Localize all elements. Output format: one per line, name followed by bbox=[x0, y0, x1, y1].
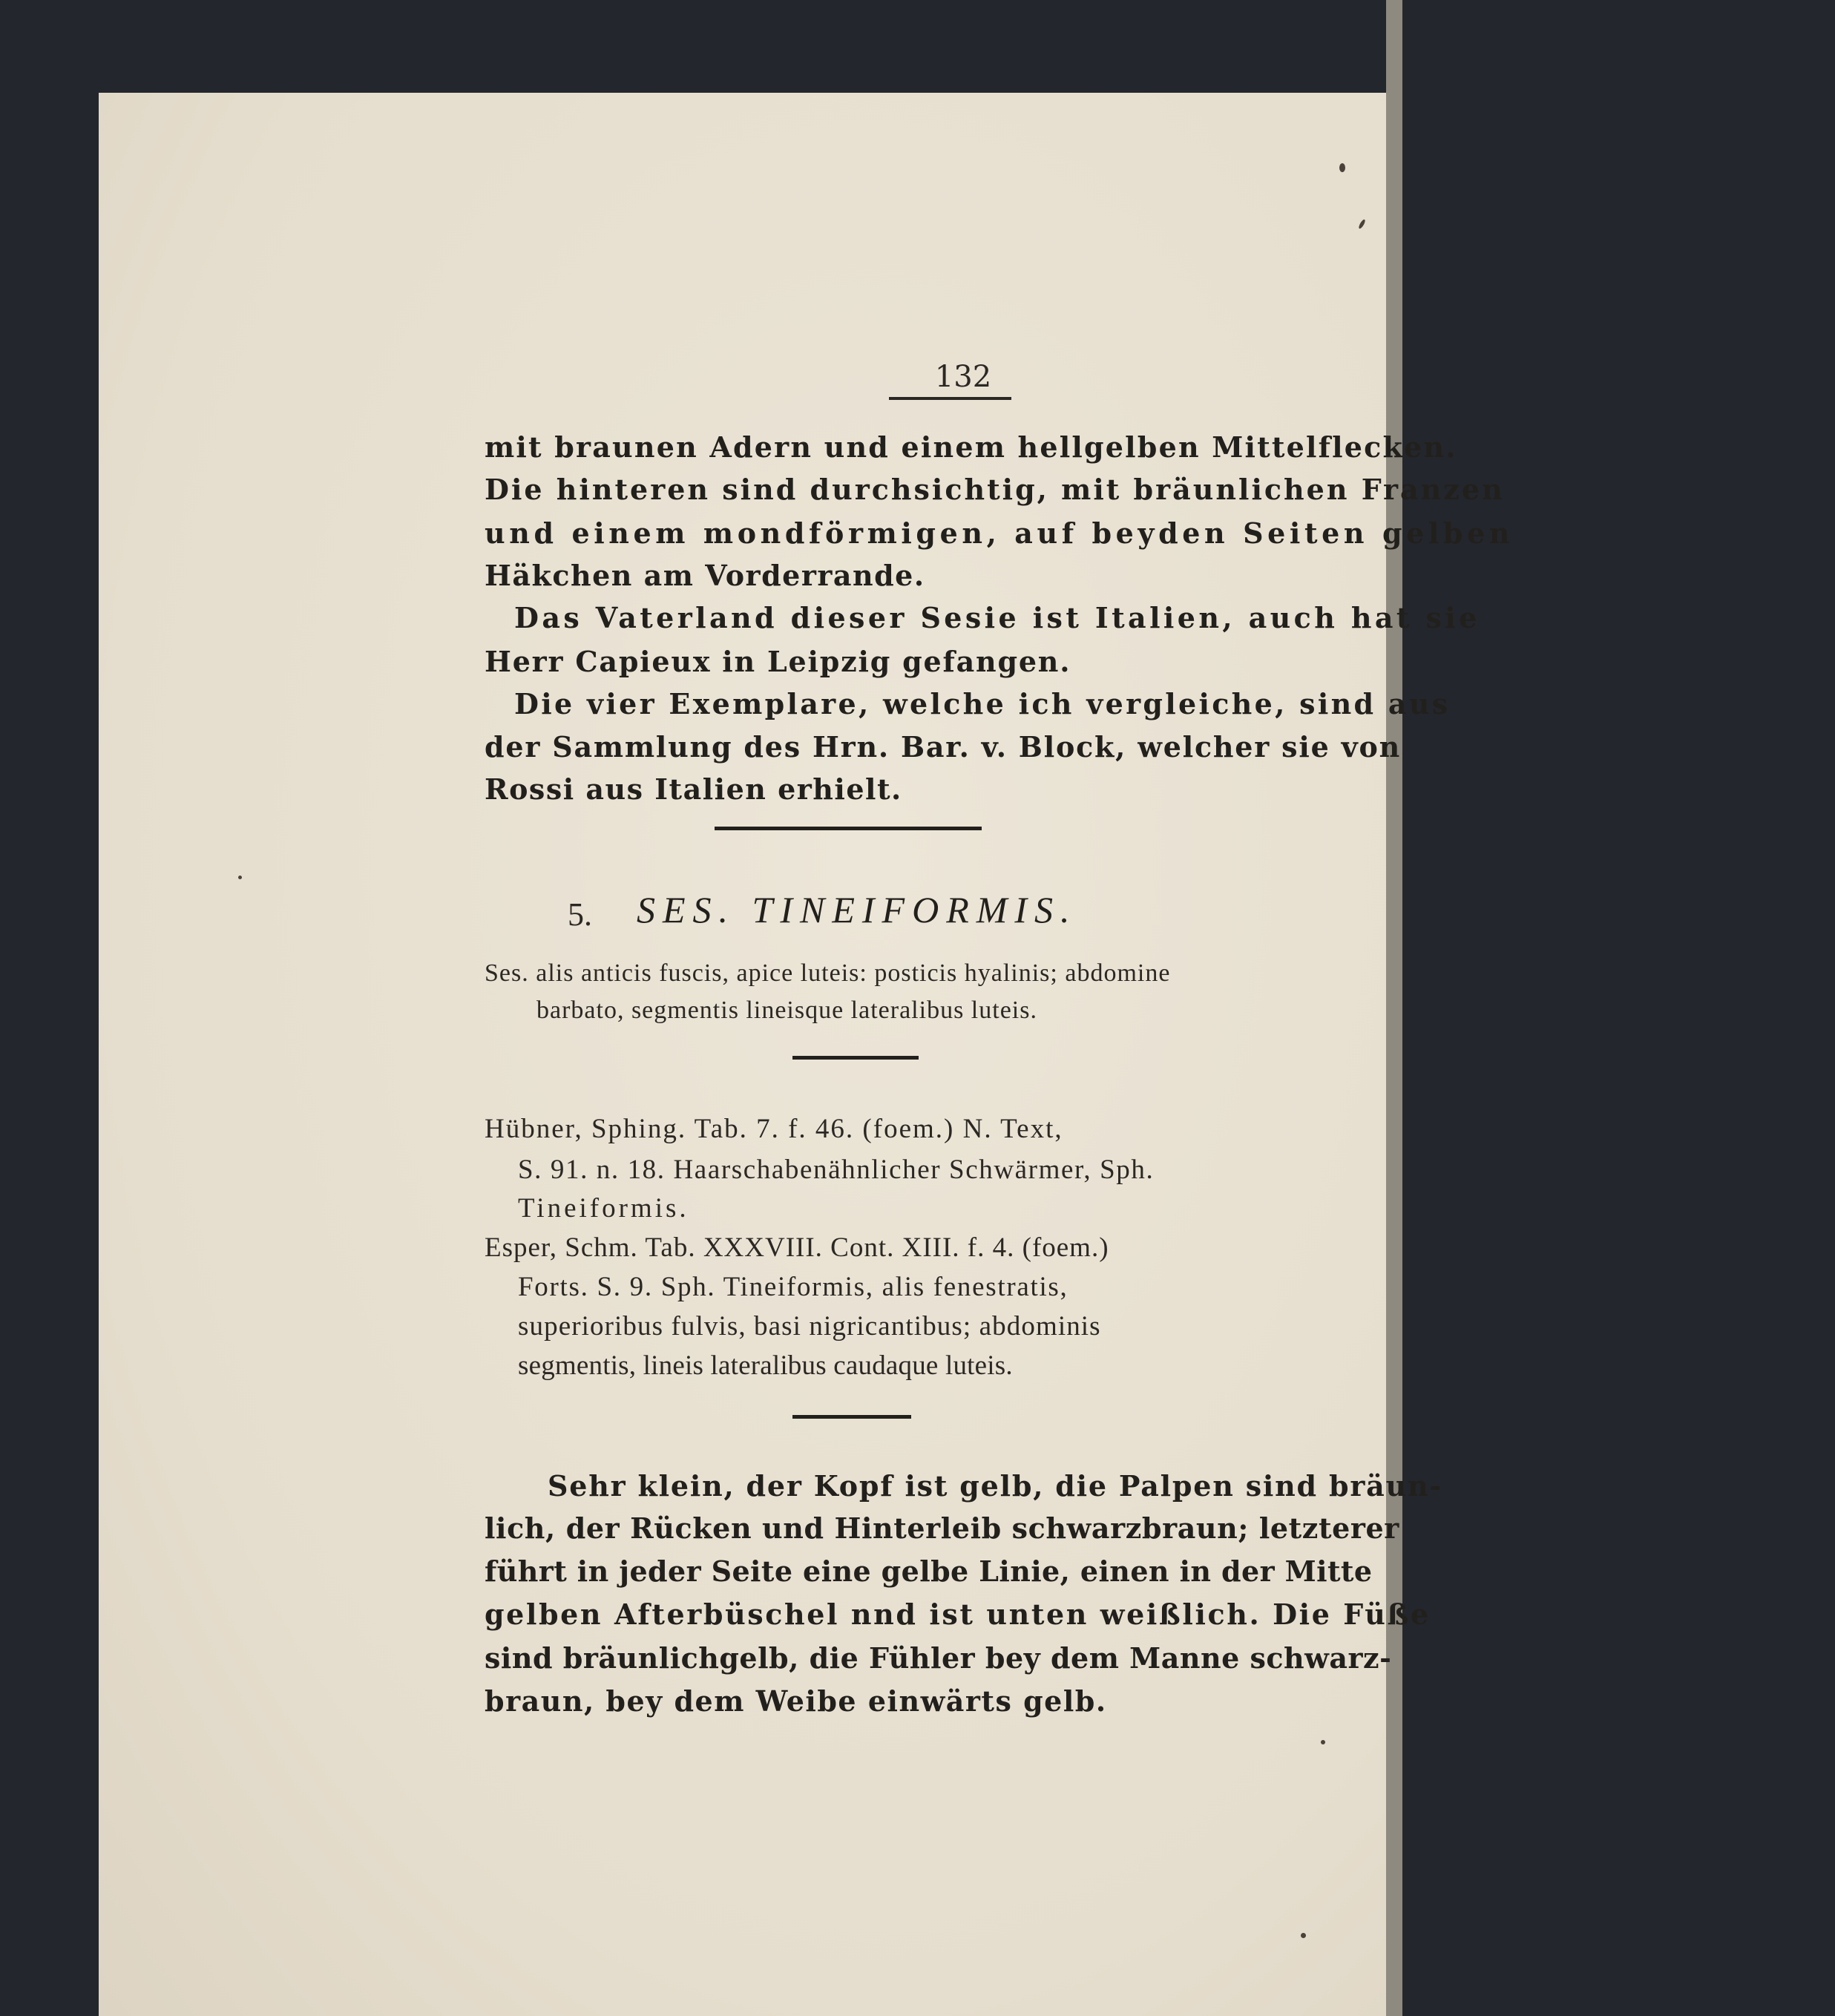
paper-speck bbox=[1358, 219, 1366, 230]
text-line: braun, bey dem Weibe einwärts gelb. bbox=[485, 1684, 1107, 1718]
text-line: sind bräunlichgelb, die Fühler bey dem Manne schwarz- bbox=[485, 1641, 1392, 1675]
diagnosis-line: barbato, segmentis lineisque lateralibus luteis. bbox=[536, 996, 1037, 1024]
text-line: Das Vaterland dieser Sesie ist Italien, auch hat sie bbox=[514, 601, 1480, 634]
text-line: der Sammlung des Hrn. Bar. v. Block, welcher sie von bbox=[485, 730, 1402, 764]
reference-line: superioribus fulvis, basi nigricantibus; abdominis bbox=[518, 1311, 1101, 1342]
diagnosis-line: Ses. alis anticis fuscis, apice luteis: posticis hyalinis; abdomine bbox=[485, 959, 1171, 987]
text-line: Häkchen am Vorderrande. bbox=[485, 559, 925, 592]
text-line: Sehr klein, der Kopf ist gelb, die Palpen sind bräun- bbox=[548, 1469, 1442, 1503]
reference-line: segmentis, lineis lateralibus caudaque luteis. bbox=[518, 1350, 1013, 1381]
text-line: lich, der Rücken und Hinterleib schwarzbraun; letzterer bbox=[485, 1511, 1399, 1545]
reference-line: Esper, Schm. Tab. XXXVIII. Cont. XIII. f. 4. (foem.) bbox=[485, 1232, 1109, 1263]
text-line: Herr Capieux in Leipzig gefangen. bbox=[485, 645, 1071, 678]
reference-line: S. 91. n. 18. Haarschabenähnlicher Schwärmer, Sph. bbox=[518, 1155, 1155, 1185]
text-line: gelben Afterbüschel nnd ist unten weißlich. Die Füße bbox=[485, 1598, 1431, 1631]
text-line: führt in jeder Seite eine gelbe Linie, einen in der Mitte bbox=[485, 1554, 1373, 1588]
divider bbox=[792, 1415, 911, 1419]
paper-speck bbox=[1339, 163, 1345, 172]
book-page bbox=[99, 93, 1514, 2016]
paper-speck bbox=[1301, 1933, 1306, 1938]
section-title: SES. TINEIFORMIS. bbox=[637, 889, 1077, 930]
section-number: 5. bbox=[568, 896, 592, 933]
divider bbox=[792, 1056, 919, 1060]
reference-line: Forts. S. 9. Sph. Tineiformis, alis fenestratis, bbox=[518, 1272, 1068, 1302]
text-line: mit braunen Adern und einem hellgelben Mittelflecken. bbox=[485, 430, 1457, 464]
page-number: 132 bbox=[934, 360, 992, 394]
text-line: und einem mondförmigen, auf beyden Seiten gelben bbox=[485, 516, 1514, 550]
paper-speck bbox=[1321, 1740, 1325, 1744]
text-line: Rossi aus Italien erhielt. bbox=[485, 772, 902, 806]
reference-line: Tineiformis. bbox=[518, 1193, 689, 1224]
paper-speck bbox=[238, 876, 242, 879]
reference-line: Hübner, Sphing. Tab. 7. f. 46. (foem.) N. Text, bbox=[485, 1114, 1063, 1144]
text-line: Die hinteren sind durchsichtig, mit bräunlichen Franzen bbox=[485, 473, 1505, 506]
section-divider bbox=[715, 827, 982, 830]
text-line: Die vier Exemplare, welche ich vergleiche, sind aus bbox=[514, 687, 1451, 720]
page-number-rule bbox=[889, 397, 1011, 400]
